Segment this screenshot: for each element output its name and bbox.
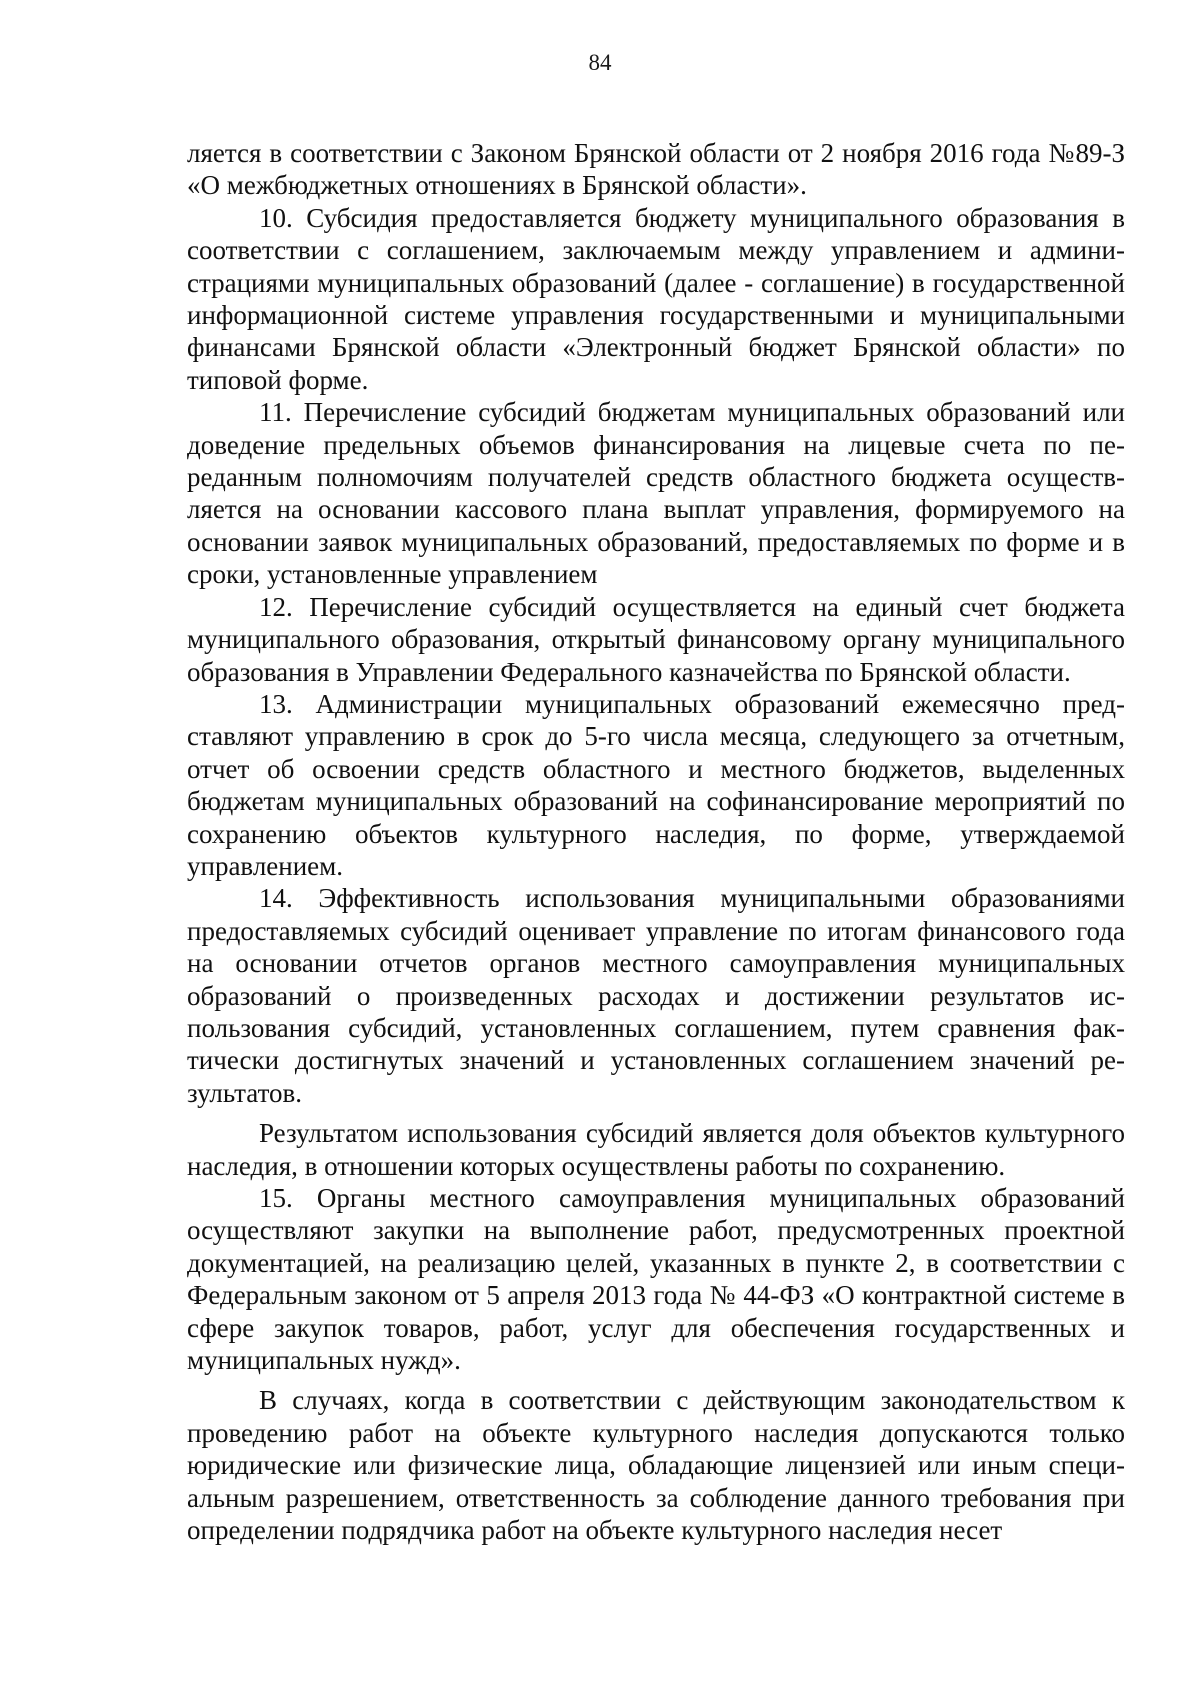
paragraph-result: Результатом использования субсидий является доля объектов культурного наследия, в отношении которых осуществлены работы по сохранению. [187,1118,1125,1181]
paragraph-item-15: 15. Органы местного самоуправления муниципальных образований осуществляют закупки на выполнение работ, предусмотренных проектной документацией, на реализацию целей, указанных в пункте 2, в соответствии с Федеральным законом от 5 апреля 2013 года № 44-ФЗ «О контрактной системе в сфере закупок товаров, работ, услуг для обеспечения государственных и муниципальных нужд». [187,1183,1125,1376]
paragraph-item-10: 10. Субсидия предоставляется бюджету муниципального образования в соответствии с соглашением, заключаемым между управлением и администрациями муниципальных образований (далее - соглашение) в государственной информационной системе управления государственными и муниципальными финансами Брянской области «Электронный бюджет Брянской области» по типовой форме. [187,202,1125,395]
paragraph-item-12: 12. Перечисление субсидий осуществляется на единый счет бюджета муниципального образования, открытый финансовому органу муниципального образования в Управлении Федерального казначейства по Брянской области. [187,591,1125,687]
document-body [187,137,1125,1546]
paragraph-licensing: В случаях, когда в соответствии с действующим законодательством к проведению работ на объекте культурного наследия допускаются только юридические или физические лица, обладающие лицензией или иным специальным разрешением, ответственность за соблюдение данного требования при определении подрядчика работ на объекте культурного наследия несет [187,1385,1125,1546]
paragraph-item-14: 14. Эффективность использования муниципальными образованиями предоставляемых субсидий оценивает управление по итогам финансового года на основании отчетов органов местного самоуправления муниципальных образований о произведенных расходах и достижении результатов использования субсидий, установленных соглашением, путем сравнения фактически достигнутых значений и установленных соглашением значений результатов. [187,883,1125,1108]
page-number: 84 [588,50,612,75]
paragraph-continuation: ляется в соответствии с Законом Брянской области от 2 ноября 2016 года №89-З «О межбюджетных отношениях в Брянской области». [187,138,1125,201]
paragraph-item-11: 11. Перечисление субсидий бюджетам муниципальных образований или доведение предельных объемов финансирования на лицевые счета по переданным полномочиям получателей средств областного бюджета осуществляется на основании кассового плана выплат управления, формируемого на основании заявок муниципальных образований, предоставляемых по форме и в сроки, установленные управлением [187,397,1125,590]
paragraph-item-13: 13. Администрации муниципальных образований ежемесячно представляют управлению в срок до 5-го числа месяца, следующего за отчетным, отчет об освоении средств областного и местного бюджетов, выделенных бюджетам муниципальных образований на софинансирование мероприятий по сохранению объектов культурного наследия, по форме, утверждаемой управлением. [187,688,1125,881]
